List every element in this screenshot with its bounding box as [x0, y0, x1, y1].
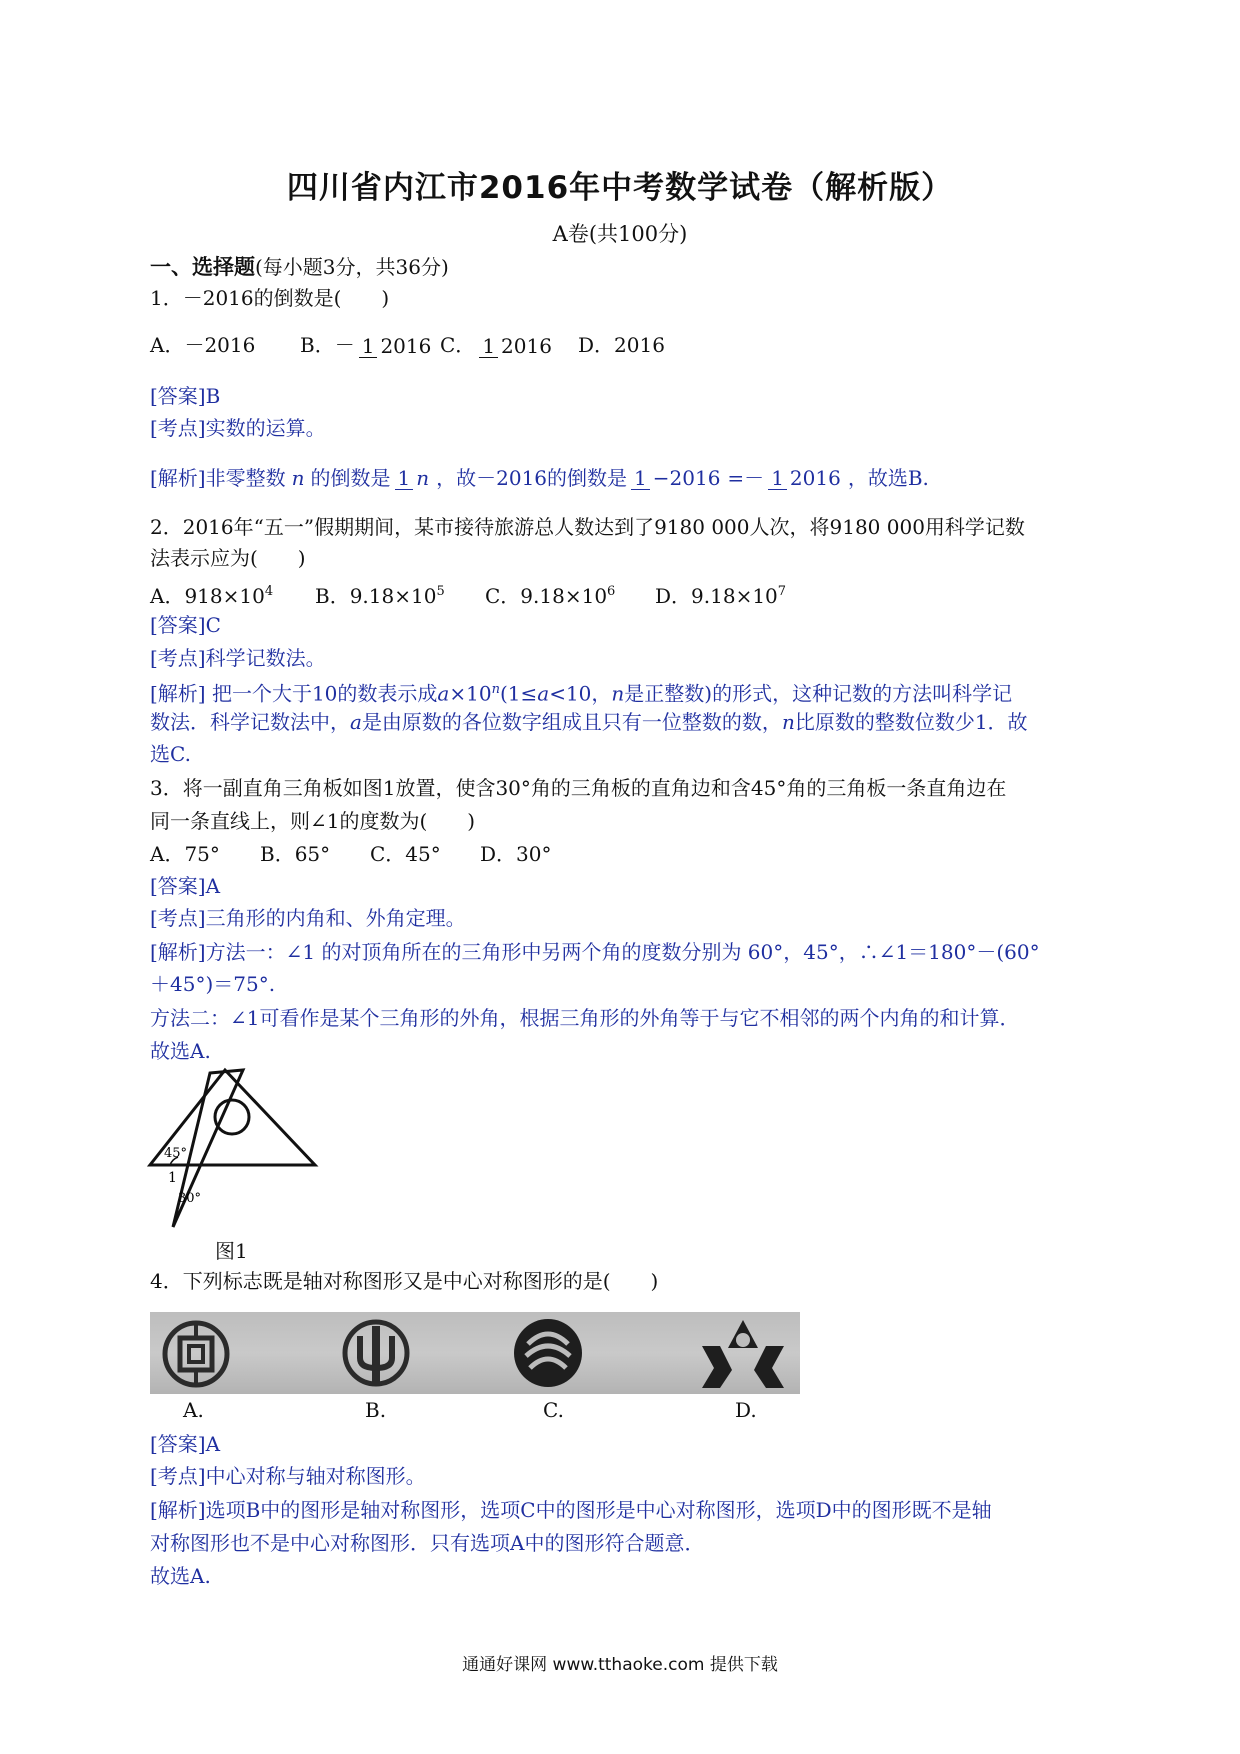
q1-option-c-fraction: 1 2016: [479, 335, 555, 358]
q2-options: [150, 577, 1110, 611]
q3-analysis-4: 故选A.: [150, 1039, 211, 1063]
q3-stem-1: 3．将一副直角三角板如图1放置，使含30°角的三角板的直角边和含45°角的三角板一条直角边在: [150, 776, 1007, 800]
q2-stem-2: 法表示应为( ): [150, 546, 306, 570]
q1-options: [150, 320, 1110, 370]
q1-answer: [答案]B: [150, 384, 221, 408]
q3-answer: [答案]A: [150, 874, 221, 898]
q4-analysis-1: [解析]选项B中的图形是轴对称图形，选项C中的图形是中心对称图形，选项D中的图形既不是轴: [150, 1498, 992, 1522]
q2-option-d: D．$9.18\times 10^7$: [655, 583, 787, 608]
q1-option-b: B．－ 1 2016: [300, 330, 440, 360]
q1-analysis-fraction-1: 1 n: [395, 467, 433, 490]
q2-stem-1: 2．2016年“五一”假期期间，某市接待旅游总人数达到了9180 000人次，将9180 000用科学记数: [150, 515, 1025, 539]
q2-option-c: C．$9.18\times 10^6$: [485, 583, 616, 608]
q4-logo-strip: [150, 1312, 800, 1394]
q3-option-d: D．30°: [480, 842, 552, 866]
figure-label-30: 30°: [178, 1191, 202, 1206]
logo-c-icon: [508, 1314, 588, 1392]
triangle-hole: [215, 1100, 249, 1134]
logo-d-icon: [698, 1318, 788, 1390]
q3-options: [150, 839, 1110, 869]
q1-option-a: A．－2016: [150, 333, 256, 357]
q1-analysis-fraction-2: 1 −2016: [631, 467, 723, 490]
q3-analysis-3: 方法二：∠1可看作是某个三角形的外角，根据三角形的外角等于与它不相邻的两个内角的和计算．: [150, 1006, 1020, 1030]
q2-answer: [答案]C: [150, 613, 221, 637]
logo-b-label: B.: [365, 1398, 387, 1422]
section-note: (每小题3分，共36分): [255, 255, 449, 279]
q3-analysis-2: ＋45°)＝75°.: [150, 972, 276, 996]
q4-point: [考点]中心对称与轴对称图形。: [150, 1464, 426, 1488]
figure-1-set-squares: [140, 1065, 330, 1235]
q4-logo-labels: [150, 1398, 800, 1428]
q1-analysis: [解析]非零整数 n 的倒数是 1 n ，故－2016的倒数是 1 −2016 =－ 1 2016 ，故选B.: [150, 465, 929, 490]
q4-analysis-2: 对称图形也不是中心对称图形．只有选项A中的图形符合题意．: [150, 1531, 705, 1555]
logo-b-icon: [338, 1316, 414, 1390]
q1-option-b-fraction: 1 2016: [359, 335, 435, 358]
q3-option-c: C．45°: [370, 842, 441, 866]
q1-option-c: C． 1 2016: [440, 330, 578, 360]
q1-point: [考点]实数的运算。: [150, 416, 326, 440]
q3-point: [考点]三角形的内角和、外角定理。: [150, 906, 466, 930]
logo-d-label: D.: [735, 1398, 757, 1422]
logo-c-label: C.: [543, 1398, 564, 1422]
q2-analysis-2: 数法．科学记数法中，a是由原数的各位数字组成且只有一位整数的数，n比原数的整数位数少1．故: [150, 710, 1028, 734]
q2-option-b: B．$9.18\times 10^5$: [315, 583, 445, 608]
q1-stem: 1．－2016的倒数是( ): [150, 286, 390, 310]
q1-option-d: D．2016: [578, 333, 665, 357]
logo-a-icon: [158, 1318, 234, 1390]
page-subtitle: A卷(共100分): [552, 222, 688, 246]
q2-analysis-3: 选C.: [150, 742, 191, 766]
section-heading: [150, 252, 1110, 282]
q4-stem: 4．下列标志既是轴对称图形又是中心对称图形的是( ): [150, 1269, 659, 1293]
logo-a-label: A.: [183, 1398, 204, 1422]
q4-answer: [答案]A: [150, 1432, 221, 1456]
figure-label-45: 45°: [164, 1146, 188, 1161]
section-label: 一、选择题: [150, 255, 255, 279]
q3-option-a: A．75°: [150, 842, 220, 866]
q2-option-a: A．$918\times 10^4$: [150, 583, 274, 608]
page-footer: 通通好课网 www.tthaoke.com 提供下载: [462, 1655, 778, 1675]
q3-option-b: B．65°: [260, 842, 331, 866]
q1-analysis-fraction-3: 1 2016: [768, 467, 844, 490]
q2-analysis-1: [解析] 把一个大于10的数表示成$a\times 10^n(1\le a<10$，n是正整数)的形式，这种记数的方法叫科学记: [150, 681, 1013, 706]
q4-analysis-3: 故选A.: [150, 1564, 211, 1588]
q3-analysis-1: [解析]方法一：∠1 的对顶角所在的三角形中另两个角的度数分别为 60°，45°，∴∠1＝180°－(60°: [150, 940, 1040, 964]
q3-stem-2: 同一条直线上，则∠1的度数为( ): [150, 809, 476, 833]
page-title: 四川省内江市2016年中考数学试卷（解析版）: [286, 170, 954, 206]
figure-1-caption: 图1: [215, 1239, 248, 1263]
q2-point: [考点]科学记数法。: [150, 646, 326, 670]
figure-label-1: 1: [168, 1170, 177, 1186]
